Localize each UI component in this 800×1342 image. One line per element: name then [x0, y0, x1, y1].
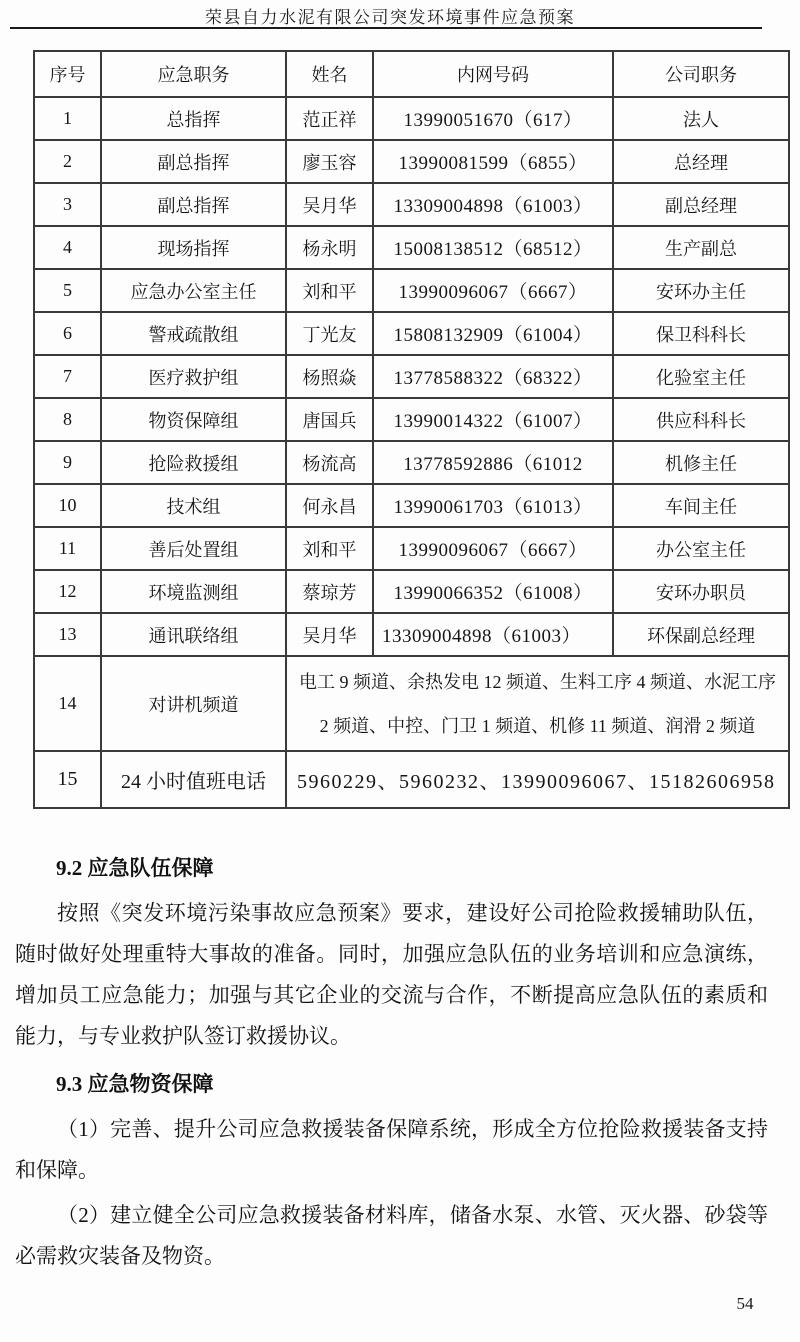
cell-no: 11 [34, 527, 101, 570]
cell-no: 2 [34, 140, 101, 183]
cell-no: 7 [34, 355, 101, 398]
table-row [34, 269, 789, 312]
table-row [34, 484, 789, 527]
table-row [34, 226, 789, 269]
cell-title: 供应科科长 [613, 398, 789, 441]
cell-role: 总指挥 [101, 97, 286, 140]
table-row [34, 527, 789, 570]
emergency-contact-table [33, 50, 790, 809]
cell-name: 杨照焱 [286, 355, 373, 398]
cell-role: 善后处置组 [101, 527, 286, 570]
cell-role: 医疗救护组 [101, 355, 286, 398]
cell-name: 唐国兵 [286, 398, 373, 441]
table-row [34, 97, 789, 140]
cell-no: 6 [34, 312, 101, 355]
cell-no: 8 [34, 398, 101, 441]
cell-phone: 13309004898（61003） [373, 613, 613, 656]
document-title: 荣县自力水泥有限公司突发环境事件应急预案 [205, 8, 575, 27]
cell-name: 吴月华 [286, 613, 373, 656]
cell-title: 化验室主任 [613, 355, 789, 398]
cell-role: 物资保障组 [101, 398, 286, 441]
cell-no: 5 [34, 269, 101, 312]
radio-channels-line1: 电工 9 频道、余热发电 12 频道、生料工序 4 频道、水泥工序 [299, 671, 776, 692]
table-row [34, 183, 789, 226]
cell-phone: 13309004898（61003） [373, 183, 613, 226]
cell-radio-channels [286, 656, 789, 751]
cell-phone: 13990051670（617） [373, 97, 613, 140]
table-row [34, 570, 789, 613]
cell-name: 丁光友 [286, 312, 373, 355]
cell-phone: 15008138512（68512） [373, 226, 613, 269]
cell-phone: 15808132909（61004） [373, 312, 613, 355]
cell-no: 3 [34, 183, 101, 226]
cell-name: 蔡琼芳 [286, 570, 373, 613]
table-row [34, 398, 789, 441]
table-header-row [34, 51, 789, 97]
cell-title: 办公室主任 [613, 527, 789, 570]
cell-no: 14 [34, 656, 101, 751]
cell-no: 1 [34, 97, 101, 140]
cell-name: 何永昌 [286, 484, 373, 527]
cell-no: 13 [34, 613, 101, 656]
cell-name: 刘和平 [286, 527, 373, 570]
column-header-name: 姓名 [286, 51, 373, 97]
column-header-no: 序号 [34, 51, 101, 97]
cell-phone: 13990096067（6667） [373, 269, 613, 312]
cell-title: 保卫科科长 [613, 312, 789, 355]
cell-role: 环境监测组 [101, 570, 286, 613]
cell-role: 警戒疏散组 [101, 312, 286, 355]
cell-phone: 13990096067（6667） [373, 527, 613, 570]
cell-role: 副总指挥 [101, 140, 286, 183]
cell-phone: 13990014322（61007） [373, 398, 613, 441]
table-footer-rows [34, 656, 789, 808]
section-9-3-paragraph-2: （2）建立健全公司应急救援装备材料库，储备水泵、水管、灭火器、砂袋等必需救灾装备及物资。 [15, 1203, 768, 1268]
table-row-duty-hotline [34, 751, 789, 808]
cell-phone: 13778588322（68322） [373, 355, 613, 398]
section-heading-9-3: 9.3 应急物资保障 [56, 1072, 214, 1096]
page-number: 54 [736, 1294, 754, 1313]
table-row [34, 355, 789, 398]
cell-role: 应急办公室主任 [101, 269, 286, 312]
cell-title: 法人 [613, 97, 789, 140]
body-text [15, 845, 768, 1277]
cell-name: 廖玉容 [286, 140, 373, 183]
section-9-2-paragraph: 按照《突发环境污染事故应急预案》要求，建设好公司抢险救援辅助队伍，随时做好处理重特大事故的准备。同时，加强应急队伍的业务培训和应急演练，增加员工应急能力；加强与其它企业的交流与合作，不断提高应急队伍的素质和能力，与专业救护队签订救援协议。 [15, 901, 768, 1048]
cell-phone: 13778592886（61012 [373, 441, 613, 484]
table-row [34, 140, 789, 183]
cell-phone: 13990066352（61008） [373, 570, 613, 613]
section-9-3-paragraph-1: （1）完善、提升公司应急救援装备保障系统，形成全方位抢险救援装备支持和保障。 [15, 1117, 768, 1182]
cell-role: 现场指挥 [101, 226, 286, 269]
table-row-radio-channels [34, 656, 789, 751]
cell-role: 抢险救援组 [101, 441, 286, 484]
cell-no: 9 [34, 441, 101, 484]
column-header-phone: 内网号码 [373, 51, 613, 97]
cell-phone: 13990061703（61013） [373, 484, 613, 527]
cell-role: 通讯联络组 [101, 613, 286, 656]
cell-no: 10 [34, 484, 101, 527]
column-header-title: 公司职务 [613, 51, 789, 97]
title-rule [10, 27, 762, 29]
cell-no: 15 [34, 751, 101, 808]
cell-title: 副总经理 [613, 183, 789, 226]
table-body [34, 97, 789, 656]
cell-hotline-numbers: 5960229、5960232、13990096067、15182606958 [286, 751, 789, 808]
column-header-role: 应急职务 [101, 51, 286, 97]
cell-title: 机修主任 [613, 441, 789, 484]
cell-title: 环保副总经理 [613, 613, 789, 656]
radio-channels-line2: 2 频道、中控、门卫 1 频道、机修 11 频道、润滑 2 频道 [319, 715, 756, 736]
cell-title: 安环办职员 [613, 570, 789, 613]
cell-role: 对讲机频道 [101, 656, 286, 751]
cell-name: 杨流高 [286, 441, 373, 484]
cell-no: 12 [34, 570, 101, 613]
cell-phone: 13990081599（6855） [373, 140, 613, 183]
cell-title: 安环办主任 [613, 269, 789, 312]
table-row [34, 441, 789, 484]
cell-name: 吴月华 [286, 183, 373, 226]
cell-name: 杨永明 [286, 226, 373, 269]
cell-title: 车间主任 [613, 484, 789, 527]
section-heading-9-2: 9.2 应急队伍保障 [56, 856, 214, 880]
cell-title: 总经理 [613, 140, 789, 183]
cell-no: 4 [34, 226, 101, 269]
table-row [34, 312, 789, 355]
cell-role: 24 小时值班电话 [101, 751, 286, 808]
cell-role: 副总指挥 [101, 183, 286, 226]
cell-role: 技术组 [101, 484, 286, 527]
cell-name: 范正祥 [286, 97, 373, 140]
table-row [34, 613, 789, 656]
cell-name: 刘和平 [286, 269, 373, 312]
cell-title: 生产副总 [613, 226, 789, 269]
